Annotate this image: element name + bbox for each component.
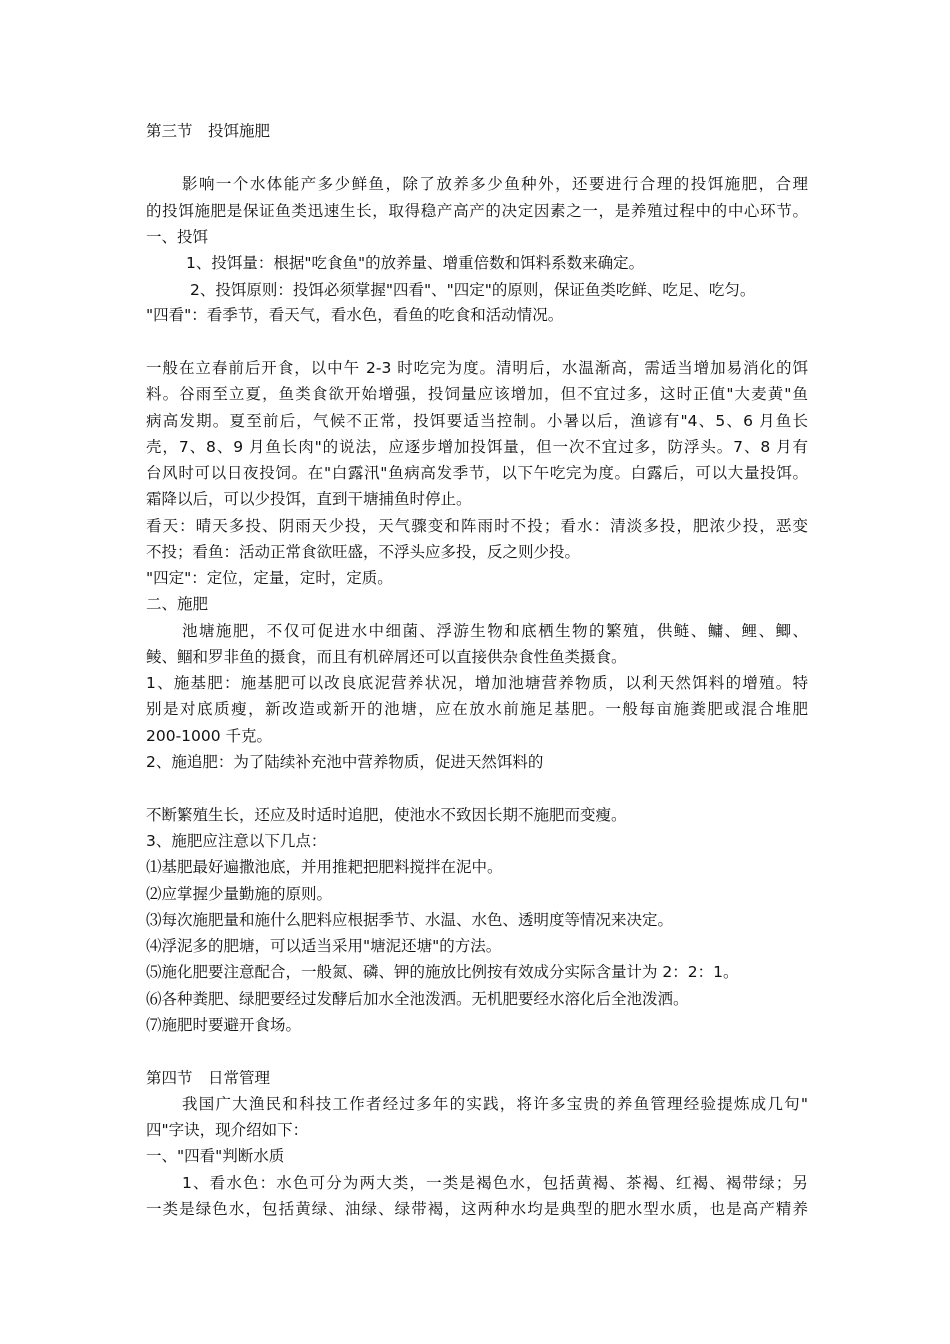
subheading: 二、施肥: [146, 595, 209, 613]
list-item: ⑺施肥时要避开食场。: [146, 1016, 302, 1034]
list-item: ⑶每次施肥量和施什么肥料应根据季节、水温、水色、透明度等情况来决定。: [146, 911, 674, 929]
paragraph-line: 2、施追肥：为了陆续补充池中营养物质，促进天然饵料的: [146, 753, 544, 771]
paragraph-line: 影响一个水体能产多少鲜鱼，除了放养多少鱼种外，还要进行合理的投饵施肥，合理: [182, 175, 808, 193]
paragraph-line: 一类是绿色水，包括黄绿、油绿、绿带褐，这两种水均是典型的肥水型水质，也是高产精养: [146, 1200, 808, 1218]
paragraph-line: 池塘施肥，不仅可促进水中细菌、浮游生物和底栖生物的繁殖，供鲢、鳙、鲤、鲫、: [182, 622, 808, 640]
paragraph-line: "四看"：看季节，看天气，看水色，看鱼的吃食和活动情况。: [146, 306, 564, 324]
list-item: ⑷浮泥多的肥塘，可以适当采用"塘泥还塘"的方法。: [146, 937, 502, 955]
list-item: ⑵应掌握少量勤施的原则。: [146, 885, 333, 903]
section-heading: 第三节 投饵施肥: [146, 122, 271, 140]
section-heading: 第四节 日常管理: [146, 1069, 271, 1087]
paragraph-line: 不断繁殖生长，还应及时适时追肥，使池水不致因长期不施肥而变瘦。: [146, 806, 627, 824]
paragraph-line: 别是对底质瘦，新改造或新开的池塘，应在放水前施足基肥。一般每亩施粪肥或混合堆肥: [146, 700, 808, 718]
paragraph-line: 我国广大渔民和科技工作者经过多年的实践，将许多宝贵的养鱼管理经验提炼成几句": [182, 1095, 808, 1113]
subheading: 一、投饵: [146, 228, 209, 246]
list-item: ⑴基肥最好遍撒池底，并用推耙把肥料搅拌在泥中。: [146, 858, 503, 876]
paragraph-line: 1、施基肥：施基肥可以改良底泥营养状况，增加池塘营养物质，以利天然饵料的增殖。特: [146, 674, 808, 692]
subheading: 一、"四看"判断水质: [146, 1147, 285, 1165]
paragraph-line: 200-1000 千克。: [146, 727, 273, 745]
paragraph-line: 3、施肥应注意以下几点：: [146, 832, 327, 850]
paragraph-line: 不投；看鱼：活动正常食欲旺盛，不浮头应多投，反之则少投。: [146, 543, 581, 561]
paragraph-line: 病高发期。夏至前后，气候不正常，投饵要适当控制。小暑以后，渔谚有"4、5、6 月鱼长: [146, 412, 808, 430]
paragraph-line: 料。谷雨至立夏，鱼类食欲开始增强，投饲量应该增加，但不宜过多，这时正值"大麦黄"鱼: [146, 385, 808, 403]
paragraph-line: 霜降以后，可以少投饵，直到干塘捕鱼时停止。: [146, 490, 472, 508]
list-item: ⑸施化肥要注意配合，一般氮、磷、钾的施放比例按有效成分实际含量计为 2：2：1。: [146, 963, 739, 981]
paragraph-line: 1、看水色：水色可分为两大类，一类是褐色水，包括黄褐、茶褐、红褐、褐带绿；另: [182, 1174, 808, 1192]
paragraph-line: 看天：晴天多投、阴雨天少投，天气骤变和阵雨时不投；看水：清淡多投，肥浓少投，恶变: [146, 517, 808, 535]
paragraph-line: 台风时可以日夜投饲。在"白露汛"鱼病高发季节，以下午吃完为度。白露后，可以大量投饵。: [146, 464, 808, 482]
list-item: 1、投饵量：根据"吃食鱼"的放养量、增重倍数和饵料系数来确定。: [186, 254, 645, 272]
list-item: ⑹各种粪肥、绿肥要经过发酵后加水全池泼洒。无机肥要经水溶化后全池泼洒。: [146, 990, 689, 1008]
paragraph-line: 一般在立春前后开食，以中午 2-3 时吃完为度。清明后，水温渐高，需适当增加易消化的饵: [146, 359, 808, 377]
list-item: 2、投饵原则：投饵必须掌握"四看"、"四定"的原则，保证鱼类吃鲜、吃足、吃匀。: [190, 281, 756, 299]
paragraph-line: 鲮、鲴和罗非鱼的摄食，而且有机碎屑还可以直接供杂食性鱼类摄食。: [146, 648, 627, 666]
paragraph-line: 四"字诀，现介绍如下：: [146, 1121, 309, 1139]
paragraph-line: "四定"：定位，定量，定时，定质。: [146, 569, 393, 587]
paragraph-line: 壳，7、8、9 月鱼长肉"的说法，应逐步增加投饵量，但一次不宜过多，防浮头。7、8 月有: [146, 438, 808, 456]
paragraph-line: 的投饵施肥是保证鱼类迅速生长，取得稳产高产的决定因素之一，是养殖过程中的中心环节。: [146, 202, 808, 220]
